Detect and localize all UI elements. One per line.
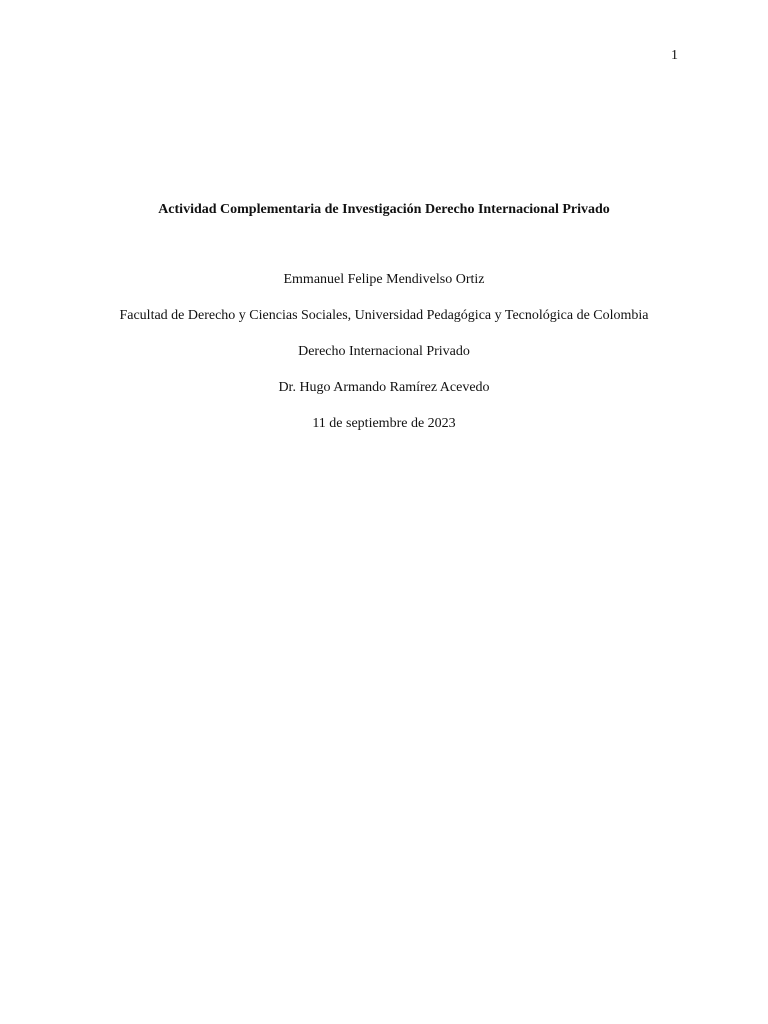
course-name: Derecho Internacional Privado [298, 344, 470, 359]
page-number: 1 [671, 48, 678, 63]
instructor-name: Dr. Hugo Armando Ramírez Acevedo [278, 380, 490, 395]
title-page-info [0, 270, 768, 450]
institutional-affiliation: Facultad de Derecho y Ciencias Sociales, Universidad Pedagógica y Tecnológica de Colombia [119, 308, 649, 323]
paper-title: Actividad Complementaria de Investigación Derecho Internacional Privado [158, 202, 610, 217]
due-date: 11 de septiembre de 2023 [312, 416, 456, 431]
author-name: Emmanuel Felipe Mendivelso Ortiz [283, 272, 485, 287]
